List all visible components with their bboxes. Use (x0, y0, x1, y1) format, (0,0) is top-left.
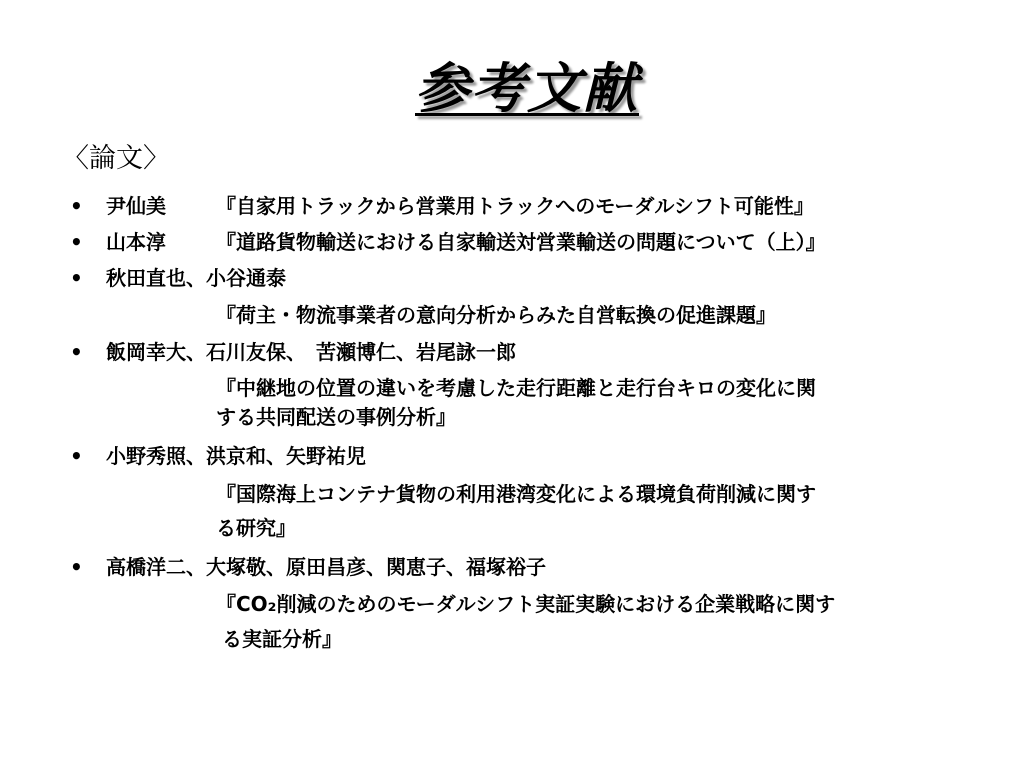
reference-2-authors: 山本淳 (106, 230, 166, 254)
reference-1-authors: 尹仙美 (106, 194, 166, 218)
reference-4-authors: 飯岡幸大、石川友保、 苦瀬博仁、岩尾詠一郎 (106, 340, 516, 364)
slide-title: 参考文献 (415, 57, 639, 120)
bullet-icon: • (70, 340, 83, 364)
reference-3-title: 『荷主・物流事業者の意向分析からみた自営転換の促進課題』 (216, 303, 776, 327)
reference-4-title-line-1: 『中継地の位置の違いを考慮した走行距離と走行台キロの変化に関 (216, 376, 816, 400)
reference-2-title: 『道路貨物輸送における自家輸送対営業輸送の問題について（上）』 (216, 230, 826, 254)
reference-5-authors: 小野秀照、洪京和、矢野祐児 (106, 444, 366, 468)
reference-5-title-line-1: 『国際海上コンテナ貨物の利用港湾変化による環境負荷削減に関す (216, 482, 816, 506)
bullet-icon: • (70, 444, 83, 468)
section-heading: 〈論文〉 (62, 143, 170, 174)
reference-4-title-line-2: する共同配送の事例分析』 (216, 405, 456, 429)
reference-6-authors: 高橋洋二、大塚敬、原田昌彦、関恵子、福塚裕子 (106, 555, 546, 579)
reference-3-authors: 秋田直也、小谷通泰 (106, 266, 286, 290)
reference-6-title-line-1: 『CO₂削減のためのモーダルシフト実証実験における企業戦略に関す (216, 592, 836, 616)
reference-6-title-line-2: る実証分析』 (222, 627, 342, 651)
reference-5-title-line-2: る研究』 (216, 516, 296, 540)
bullet-icon: • (70, 194, 83, 218)
bullet-icon: • (70, 266, 83, 290)
bullet-icon: • (70, 230, 83, 254)
reference-1-title: 『自家用トラックから営業用トラックへのモーダルシフト可能性』 (216, 194, 814, 218)
bullet-icon: • (70, 555, 83, 579)
